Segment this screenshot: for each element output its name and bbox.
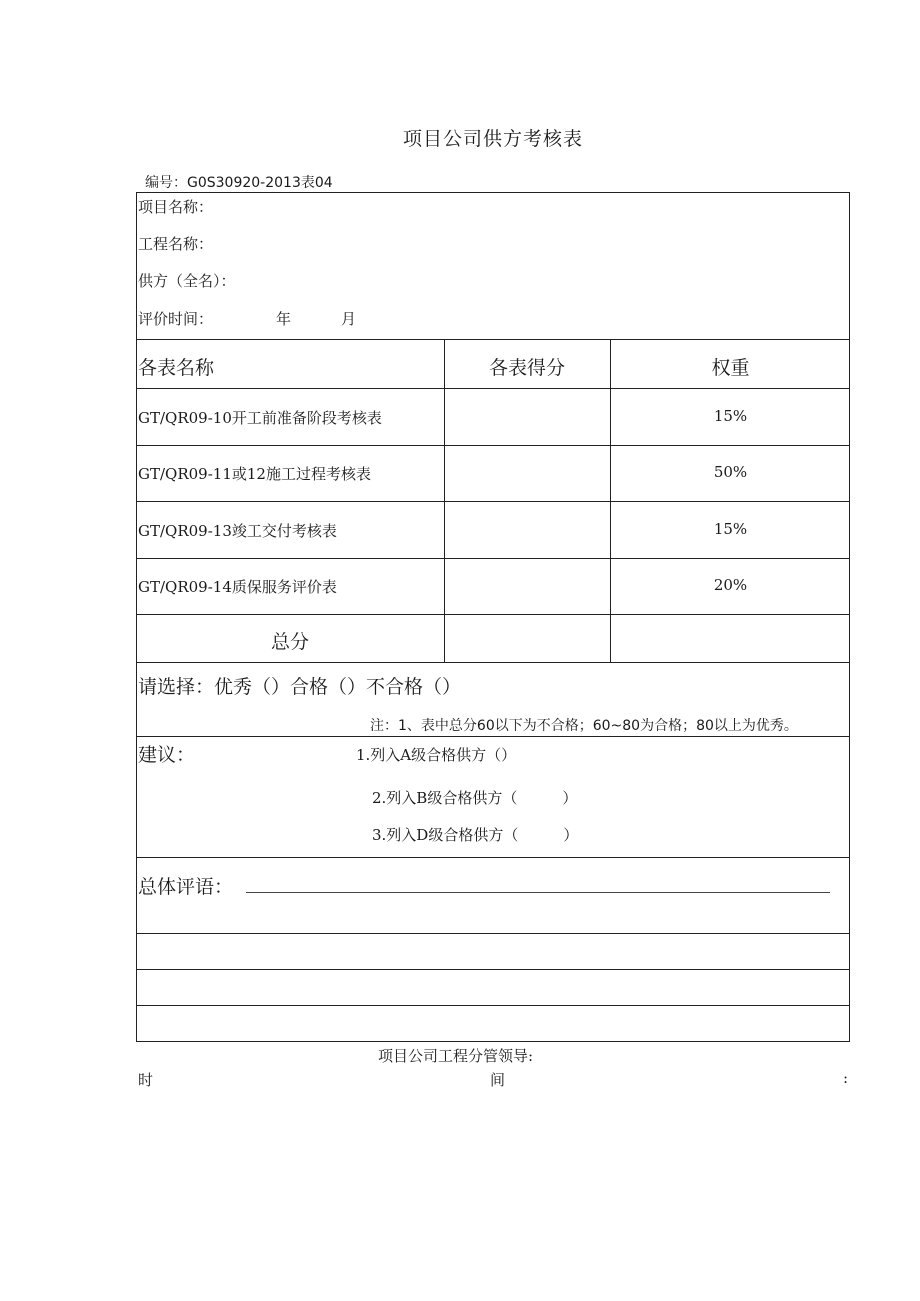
row-name: GT/QR09-10开工前准备阶段考核表 [138, 409, 382, 427]
row-weight: 15% [713, 407, 748, 425]
divider [136, 933, 850, 934]
divider [136, 1005, 850, 1006]
suggestion-label: 建议： [138, 744, 196, 766]
suggestion-option-d: 3.列入D级合格供方（ ） [372, 826, 579, 844]
overall-comment-label: 总体评语： [138, 876, 234, 898]
column-divider [444, 339, 445, 662]
column-divider [610, 339, 611, 662]
row-name: GT/QR09-14质保服务评价表 [138, 578, 337, 596]
grade-select-prompt: 请选择：优秀（）合格（）不合格（） [138, 676, 462, 698]
row-name: GT/QR09-11或12施工过程考核表 [138, 465, 371, 483]
project-name-label: 项目名称： [138, 198, 214, 216]
leader-signature-label: 项目公司工程分管领导: [378, 1047, 534, 1065]
eval-time-label: 评价时间： [138, 310, 214, 328]
header-table-name: 各表名称 [138, 357, 215, 379]
row-name: GT/QR09-13竣工交付考核表 [138, 522, 337, 540]
engineering-name-label: 工程名称： [138, 235, 214, 253]
row-weight: 15% [713, 520, 748, 538]
document-number: 编号：G0S30920-2013表04 [145, 175, 333, 191]
total-label: 总分 [270, 631, 309, 653]
divider [136, 388, 850, 389]
eval-year-label: 年 [276, 310, 292, 328]
divider [136, 501, 850, 502]
suggestion-option-a: 1.列入A级合格供方（） [356, 746, 517, 764]
time-colon: : [843, 1069, 849, 1087]
grading-note: 注：1、表中总分60以下为不合格；60~80为合格；80以上为优秀。 [370, 718, 798, 734]
divider [136, 736, 850, 737]
header-weight: 权重 [711, 357, 750, 379]
divider [136, 445, 850, 446]
divider [136, 662, 850, 663]
divider [136, 857, 850, 858]
divider [136, 614, 850, 615]
eval-month-label: 月 [341, 310, 357, 328]
divider [136, 339, 850, 340]
row-weight: 20% [713, 576, 748, 594]
suggestion-option-b: 2.列入B级合格供方（ ） [372, 789, 578, 807]
row-weight: 50% [713, 463, 748, 481]
comment-underline [246, 892, 830, 893]
header-table-score: 各表得分 [488, 357, 565, 379]
time-label-left: 时 [138, 1071, 154, 1089]
divider [136, 558, 850, 559]
divider [136, 969, 850, 970]
supplier-name-label: 供方（全名）： [138, 272, 236, 290]
time-label-mid: 间 [490, 1071, 506, 1089]
assessment-table [136, 192, 850, 1042]
page-title: 项目公司供方考核表 [402, 128, 583, 150]
